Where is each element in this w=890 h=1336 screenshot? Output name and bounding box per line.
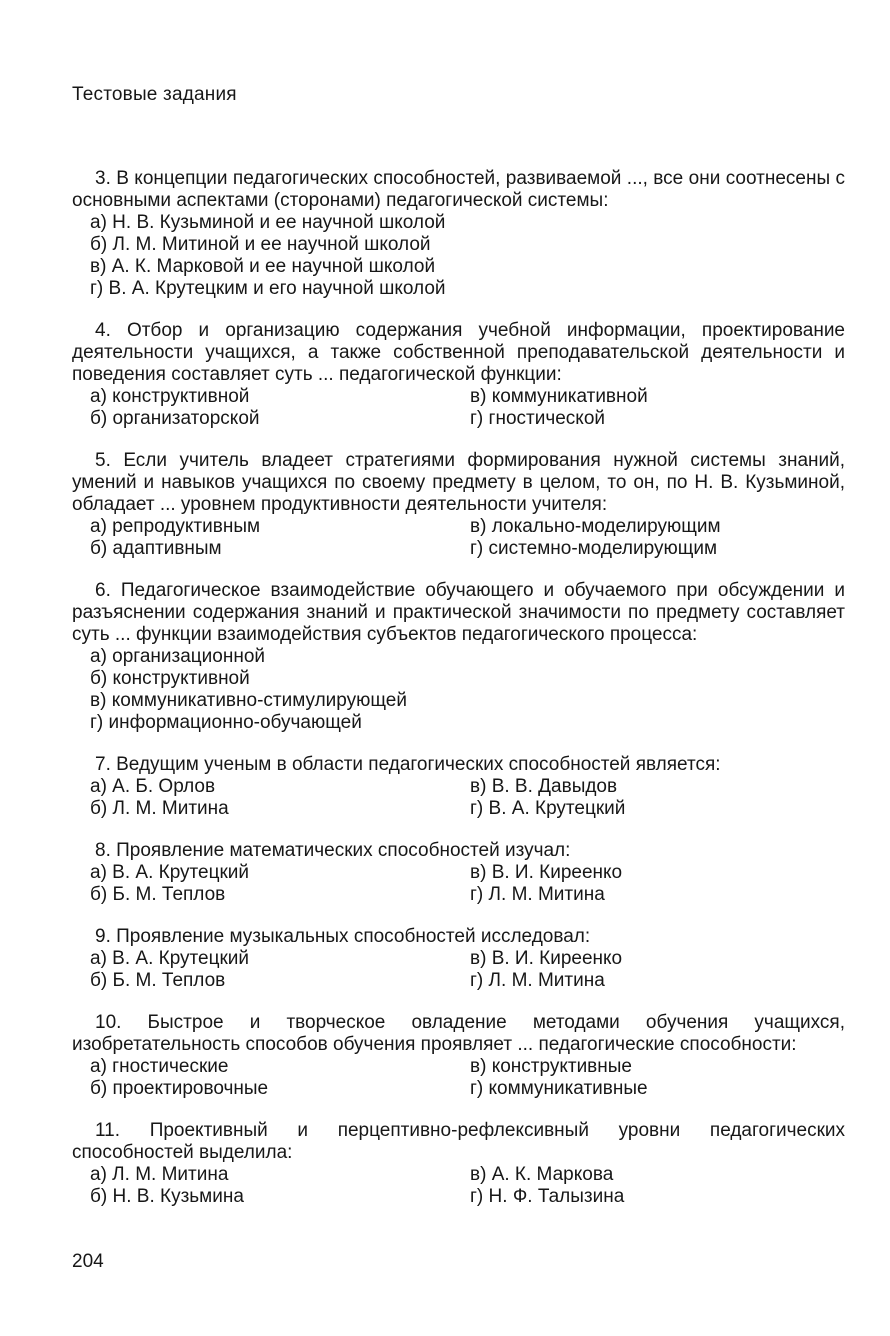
option-item: б) организаторской bbox=[90, 408, 260, 429]
question-number: 8. bbox=[95, 840, 117, 861]
option-item: а) Л. М. Митина bbox=[90, 1164, 229, 1185]
question-block-6 bbox=[72, 580, 845, 734]
question-number: 7. bbox=[95, 754, 117, 775]
option-item: г) Н. Ф. Талызина bbox=[470, 1186, 625, 1207]
option-item: б) адаптивным bbox=[90, 538, 222, 559]
question-text: Проявление математических способностей изучал: bbox=[116, 840, 571, 861]
option-item: б) Л. М. Митина bbox=[90, 798, 229, 819]
question-number: 9. bbox=[95, 926, 117, 947]
option-item: г) гностической bbox=[470, 408, 606, 429]
page-number: 204 bbox=[72, 1251, 104, 1272]
option-item: а) репродуктивным bbox=[90, 516, 261, 537]
option-item: а) В. А. Крутецкий bbox=[90, 948, 250, 969]
option-item: г) Л. М. Митина bbox=[470, 970, 605, 991]
option-item: а) гностические bbox=[90, 1056, 229, 1077]
running-title: Тестовые задания bbox=[72, 84, 237, 105]
option-item: в) В. В. Давыдов bbox=[470, 776, 618, 797]
option-item: а) В. А. Крутецкий bbox=[90, 862, 250, 883]
question-prompt bbox=[72, 168, 845, 212]
question-block-5 bbox=[72, 450, 845, 560]
question-number: 10. bbox=[95, 1012, 148, 1033]
question-number: 11. bbox=[95, 1120, 150, 1141]
question-number: 3. bbox=[95, 168, 117, 189]
question-text: Педагогическое взаимодействие обучающего и обучаемого при обсуждении и разъяснении содержания знаний и практической значимости по предмету составляет суть ... функции взаимодействия субъектов педагогического процесса: bbox=[72, 580, 846, 645]
question-prompt bbox=[72, 1012, 845, 1056]
option-item: а) А. Б. Орлов bbox=[90, 776, 216, 797]
options-list bbox=[72, 516, 845, 560]
options-list bbox=[72, 776, 845, 820]
option-item: а) Н. В. Кузьминой и ее научной школой bbox=[90, 212, 446, 233]
question-block-11 bbox=[72, 1120, 845, 1208]
options-list bbox=[72, 646, 845, 734]
question-text: В концепции педагогических способностей, развиваемой ..., все они соотнесены с основными аспектами (сторонами) педагогической системы: bbox=[72, 168, 845, 211]
question-prompt bbox=[72, 840, 845, 862]
question-text: Ведущим ученым в области педагогических способностей является: bbox=[116, 754, 721, 775]
option-item: г) информационно-обучающей bbox=[90, 712, 362, 733]
question-text: Отбор и организацию содержания учебной информации, проектирование деятельности учащихся, а также собственной преподавательской деятельности и поведения составляет суть ... педагогической функции: bbox=[72, 320, 846, 385]
option-item: б) проектировочные bbox=[90, 1078, 269, 1099]
option-item: в) В. И. Киреенко bbox=[470, 948, 623, 969]
option-item: в) конструктивные bbox=[470, 1056, 632, 1077]
option-item: г) коммуникативные bbox=[470, 1078, 648, 1099]
options-list bbox=[72, 1164, 845, 1208]
option-item: в) локально-моделирующим bbox=[470, 516, 721, 537]
options-list bbox=[72, 212, 845, 300]
question-prompt bbox=[72, 450, 845, 516]
option-item: б) Л. М. Митиной и ее научной школой bbox=[90, 234, 431, 255]
question-text: Быстрое и творческое овладение методами обучения учащихся, изобретательность способов обучения проявляет ... педагогические способности: bbox=[72, 1012, 845, 1055]
option-item: г) В. А. Крутецкий bbox=[470, 798, 626, 819]
option-item: в) коммуникативно-стимулирующей bbox=[90, 690, 407, 711]
question-prompt bbox=[72, 1120, 845, 1164]
option-item: г) В. А. Крутецким и его научной школой bbox=[90, 278, 446, 299]
question-text: Проявление музыкальных способностей исследовал: bbox=[116, 926, 591, 947]
question-prompt bbox=[72, 580, 845, 646]
option-item: а) конструктивной bbox=[90, 386, 250, 407]
option-item: в) А. К. Маркова bbox=[470, 1164, 614, 1185]
question-number: 6. bbox=[95, 580, 121, 601]
option-item: в) В. И. Киреенко bbox=[470, 862, 623, 883]
option-item: б) Н. В. Кузьмина bbox=[90, 1186, 244, 1207]
question-block-4 bbox=[72, 320, 845, 430]
question-block-9 bbox=[72, 926, 845, 992]
options-list bbox=[72, 386, 845, 430]
options-list bbox=[72, 948, 845, 992]
option-item: в) коммуникативной bbox=[470, 386, 648, 407]
options-list bbox=[72, 862, 845, 906]
question-number: 4. bbox=[95, 320, 127, 341]
option-item: г) Л. М. Митина bbox=[470, 884, 605, 905]
question-block-3 bbox=[72, 168, 845, 300]
question-block-10 bbox=[72, 1012, 845, 1100]
question-text: Если учитель владеет стратегиями формирования нужной системы знаний, умений и навыков учащихся по своему предмету в целом, то он, по Н. В. Кузьминой, обладает ... уровнем продуктивности деятельности учителя: bbox=[72, 450, 846, 515]
question-prompt bbox=[72, 754, 845, 776]
option-item: б) конструктивной bbox=[90, 668, 250, 689]
question-block-7 bbox=[72, 754, 845, 820]
questions-list bbox=[72, 168, 845, 1228]
options-list bbox=[72, 1056, 845, 1100]
option-item: г) системно-моделирующим bbox=[470, 538, 717, 559]
question-prompt bbox=[72, 320, 845, 386]
question-number: 5. bbox=[95, 450, 124, 471]
question-prompt bbox=[72, 926, 845, 948]
option-item: б) Б. М. Теплов bbox=[90, 884, 226, 905]
option-item: б) Б. М. Теплов bbox=[90, 970, 226, 991]
option-item: в) А. К. Марковой и ее научной школой bbox=[90, 256, 436, 277]
question-text: Проективный и перцептивно-рефлексивный уровни педагогических способностей выделила: bbox=[72, 1120, 846, 1163]
question-block-8 bbox=[72, 840, 845, 906]
option-item: а) организационной bbox=[90, 646, 265, 667]
